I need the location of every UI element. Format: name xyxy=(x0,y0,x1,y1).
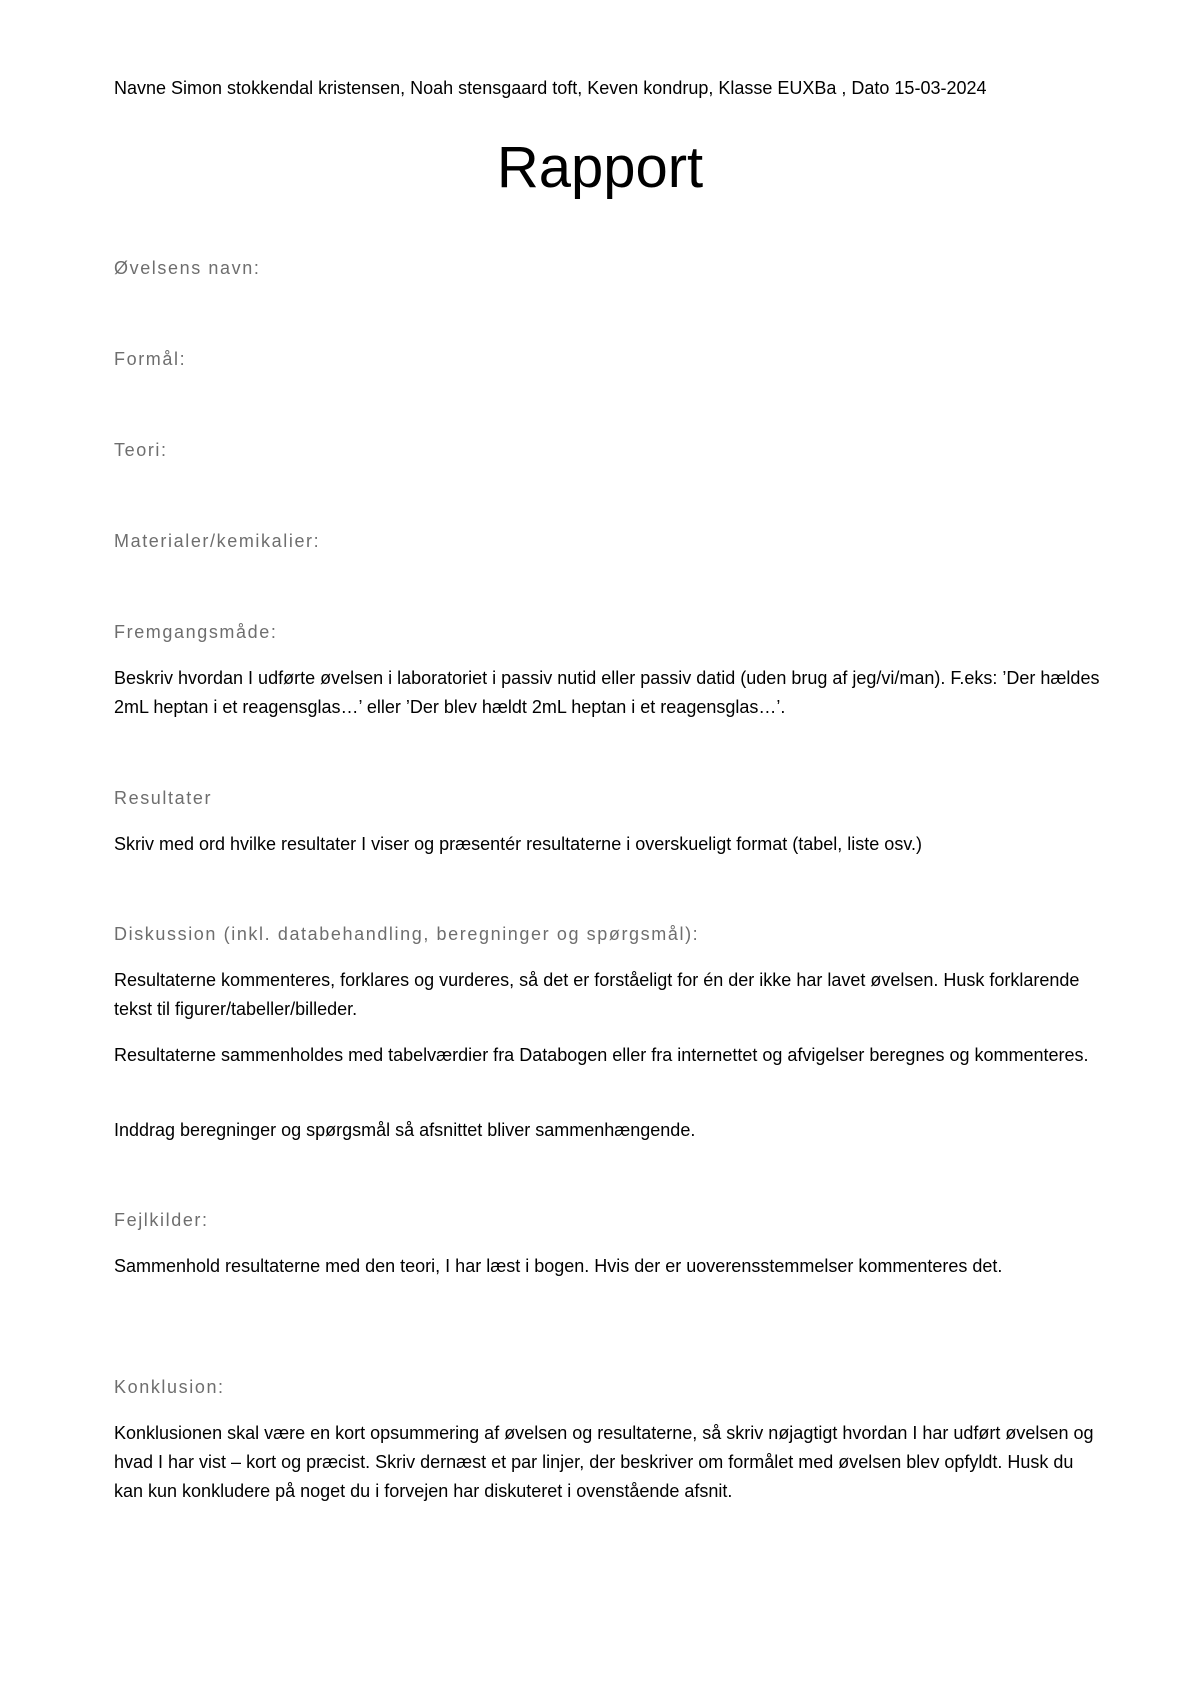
paragraph-fremgangsmade: Beskriv hvordan I udførte øvelsen i laboratoriet i passiv nutid eller passiv datid (uden brug af jeg/vi/man). F.eks: ’Der hældes 2mL heptan i et reagensglas…’ eller ’Der blev hældt 2mL heptan i et reagensglas…’. xyxy=(114,668,1100,717)
heading-formal: Formål: xyxy=(114,349,187,369)
header-info-line: Navne Simon stokkendal kristensen, Noah stensgaard toft, Keven kondrup, Klasse EUXBa , Dato 15-03-2024 xyxy=(114,78,987,98)
heading-resultater: Resultater xyxy=(114,788,213,808)
paragraph-diskussion-3: Inddrag beregninger og spørgsmål så afsnittet bliver sammenhængende. xyxy=(114,1120,696,1140)
paragraph-diskussion-1: Resultaterne kommenteres, forklares og vurderes, så det er forståeligt for én der ikke har lavet øvelsen. Husk forklarende tekst til figurer/tabeller/billeder. xyxy=(114,970,1080,1019)
heading-ovelsens-navn: Øvelsens navn: xyxy=(114,258,261,278)
paragraph-fejlkilder: Sammenhold resultaterne med den teori, I har læst i bogen. Hvis der er uoverensstemmelser kommenteres det. xyxy=(114,1256,1003,1276)
paragraph-resultater: Skriv med ord hvilke resultater I viser og præsentér resultaterne i overskueligt format (tabel, liste osv.) xyxy=(114,834,922,854)
page-title: Rapport xyxy=(496,135,704,200)
heading-materialer: Materialer/kemikalier: xyxy=(114,531,321,551)
heading-diskussion: Diskussion (inkl. databehandling, beregninger og spørgsmål): xyxy=(114,924,700,944)
heading-teori: Teori: xyxy=(114,440,168,460)
heading-fejlkilder: Fejlkilder: xyxy=(114,1210,209,1230)
paragraph-konklusion: Konklusionen skal være en kort opsummering af øvelsen og resultaterne, så skriv nøjagtigt hvordan I har udført øvelsen og hvad I har vist – kort og præcist. Skriv dernæst et par linjer, der beskriver om formålet med øvelsen blev opfyldt. Husk du kan kun konkludere på noget du i forvejen har diskuteret i ovenstående afsnit. xyxy=(114,1423,1094,1501)
heading-konklusion: Konklusion: xyxy=(114,1377,225,1397)
heading-fremgangsmade: Fremgangsmåde: xyxy=(114,622,278,642)
paragraph-diskussion-2: Resultaterne sammenholdes med tabelværdier fra Databogen eller fra internettet og afvigelser beregnes og kommenteres. xyxy=(114,1045,1089,1065)
